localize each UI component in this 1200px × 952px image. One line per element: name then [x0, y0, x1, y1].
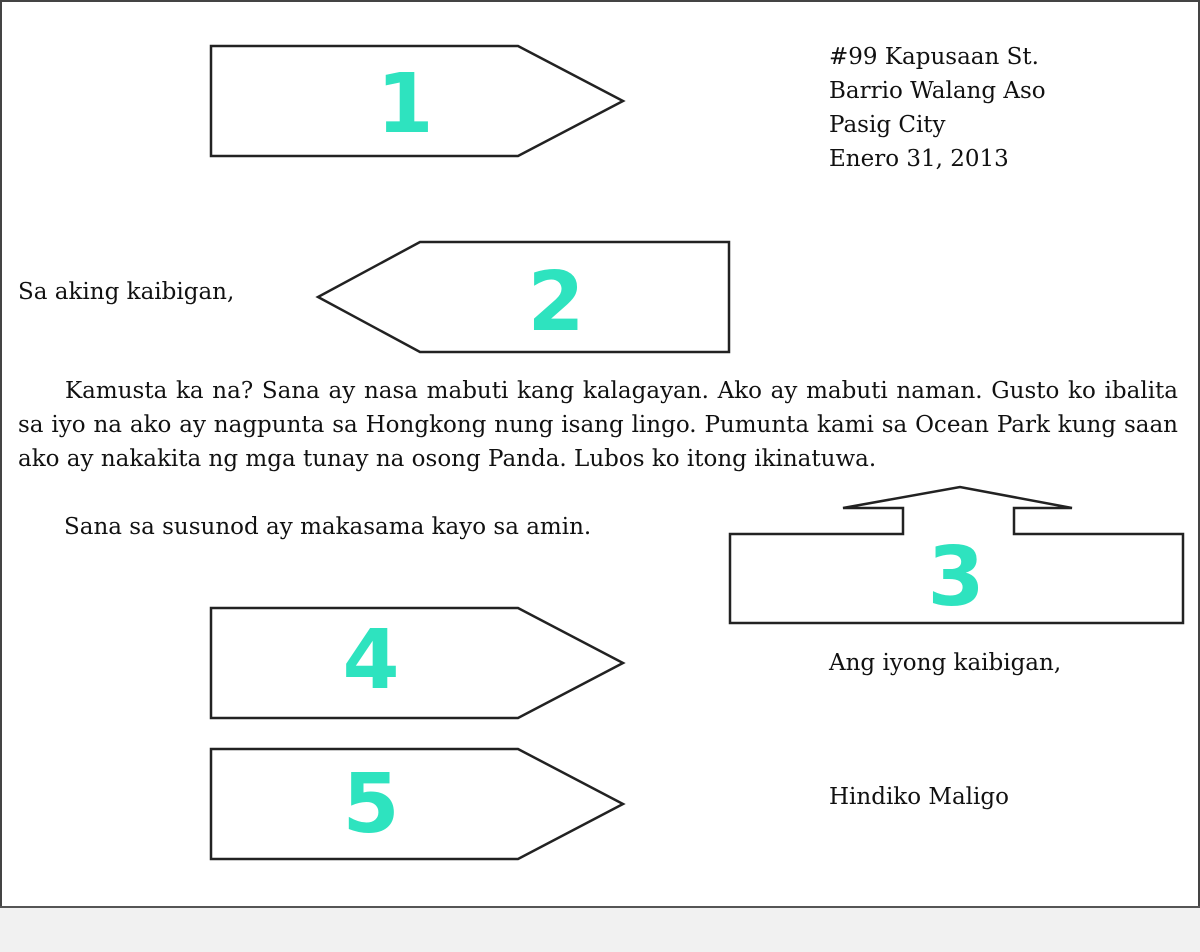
body-paragraph-2: Sana sa susunod ay makasama kayo sa amin.	[64, 514, 592, 540]
arrow-1	[211, 46, 623, 156]
address-barrio: Barrio Walang Aso	[829, 78, 1046, 104]
address-city: Pasig City	[829, 112, 946, 138]
sender-address	[829, 40, 1046, 176]
body-paragraph-1: Kamusta ka na? Sana ay nasa mabuti kang kalagayan. Ako ay mabuti naman. Gusto ko ibalita sa iyo na ako ay nagpunta sa Hongkong nung isang lingo. Pumunta kami sa Ocean Park kung saan ako ay nakakita ng mga tunay na osong Panda. Lubos ko itong ikinatuwa.	[18, 378, 1178, 472]
arrow-4-label: 4	[342, 613, 400, 708]
greeting: Sa aking kaibigan,	[18, 279, 235, 305]
arrow-3	[730, 487, 1183, 625]
letter-date: Enero 31, 2013	[829, 146, 1009, 172]
arrow-3-label: 3	[927, 530, 985, 625]
arrow-2	[318, 242, 729, 352]
arrow-5-label: 5	[342, 757, 400, 852]
arrow-5	[211, 749, 623, 859]
arrow-2-label: 2	[527, 255, 585, 350]
arrow-4	[211, 608, 623, 718]
address-street: #99 Kapusaan St.	[829, 44, 1039, 70]
arrow-1-label: 1	[376, 57, 434, 152]
closing: Ang iyong kaibigan,	[829, 650, 1062, 676]
signature: Hindiko Maligo	[829, 784, 1009, 810]
